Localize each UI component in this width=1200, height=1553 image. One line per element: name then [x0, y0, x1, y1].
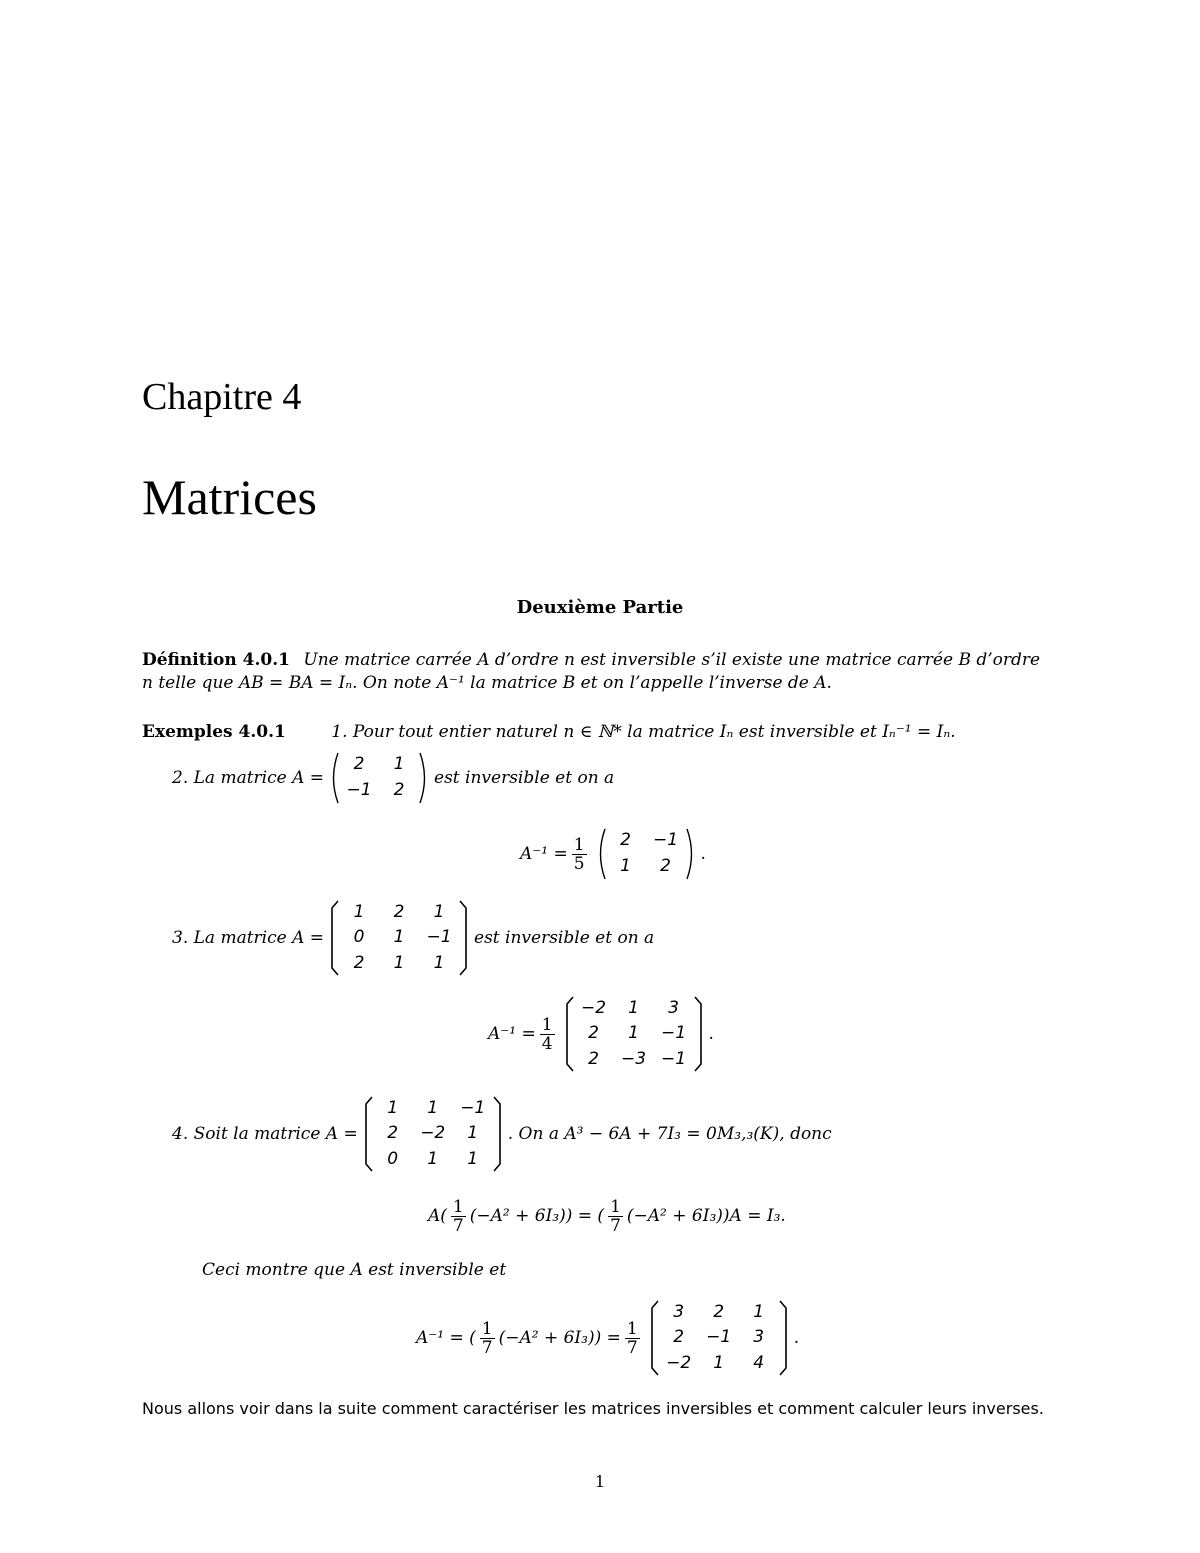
item2-suffix: est inversible et on a	[434, 768, 615, 788]
matrix-cell: −1	[653, 830, 679, 850]
item4-matrix	[362, 1096, 504, 1172]
examples-label: Exemples 4.0.1	[142, 722, 286, 742]
part-heading: Deuxième Partie	[516, 597, 684, 618]
matrix-cell: 2	[660, 856, 671, 876]
matrix-cell: 1	[393, 952, 405, 973]
item4-prefix: 4. Soit la matrice A =	[172, 1124, 358, 1144]
item3-suffix: est inversible et on a	[474, 928, 655, 948]
item3-inverse-matrix	[563, 996, 705, 1072]
fraction-numerator: 1	[541, 1014, 553, 1035]
item4-text: Ceci montre que A est inversible et	[202, 1260, 507, 1280]
item2-inverse: A⁻¹ = $\frac{1}{5}$ 2 −1 1 2 .	[520, 828, 706, 880]
item4-inverse-matrix	[648, 1300, 790, 1376]
item4-inv-b: (−A² + 6I₃)) =	[498, 1328, 621, 1348]
item2-fraction	[572, 836, 587, 873]
fraction-denominator: 7	[481, 1337, 493, 1358]
definition-label: Définition 4.0.1	[142, 650, 290, 670]
matrix-cell: −2	[581, 998, 607, 1018]
item4-suffix: . On a A³ − 6A + 7I₃ = 0M₃,₃(K), donc	[507, 1124, 832, 1144]
fraction-denominator: 5	[573, 853, 585, 874]
item2-matrix	[328, 752, 430, 804]
matrix-cell: 2	[353, 952, 365, 973]
item3-prefix: 3. La matrice A =	[172, 928, 325, 948]
definition-line-1	[142, 649, 1040, 671]
matrix-cell: −1	[426, 927, 452, 948]
example-item-3	[172, 900, 654, 976]
matrix-cell: 1	[467, 1148, 479, 1169]
item4-inverse: A⁻¹ = ( $\frac{1}{7}$ (−A² + 6I₃)) = $\frac{1}{7}$ 3 2 1 2 −1 3 −2 1 4 .	[416, 1300, 799, 1376]
fraction-numerator: 1	[481, 1318, 493, 1339]
item4-inv-a: A⁻¹ = (	[416, 1328, 476, 1348]
fraction-numerator: 1	[626, 1318, 638, 1339]
matrix-cell: 3	[753, 1327, 765, 1348]
item3-fraction	[540, 1016, 555, 1053]
item4-fraction-3	[480, 1320, 495, 1357]
chapter-heading: Chapitre 4	[142, 376, 302, 418]
matrix-cell: 4	[753, 1352, 765, 1373]
matrix-cell: −1	[661, 1023, 687, 1044]
matrix-cell: −1	[706, 1327, 732, 1348]
fraction-denominator: 4	[541, 1033, 553, 1054]
example-item-2	[172, 752, 614, 804]
definition-text-1: Une matrice carrée A d’ordre n est inversible s’il existe une matrice carrée B d’ordre	[303, 650, 1041, 670]
item4-eq-c: (−A² + 6I₃))A = I₃.	[626, 1206, 786, 1226]
fraction-numerator: 1	[610, 1196, 621, 1217]
matrix-cell: 3	[673, 1302, 685, 1322]
matrix-cell: 1	[753, 1302, 765, 1322]
chapter-title: Matrices	[142, 469, 317, 525]
closing-paragraph: Nous allons voir dans la suite comment caractériser les matrices inversibles et comment calculer leurs inverses.	[142, 1399, 1044, 1418]
matrix-cell: 0	[387, 1148, 399, 1169]
matrix-cell: 2	[393, 902, 405, 922]
matrix-cell: −3	[621, 1048, 647, 1069]
matrix-cell: 2	[393, 780, 405, 800]
matrix-cell: 1	[427, 1148, 439, 1169]
item3-matrix	[328, 900, 470, 976]
matrix-cell: −1	[460, 1098, 486, 1118]
matrix-cell: −2	[666, 1352, 692, 1373]
definition-line-2: n telle que AB = BA = Iₙ. On note A⁻¹ la matrice B et on l’appelle l’inverse de A.	[142, 673, 832, 693]
matrix-cell: −2	[420, 1123, 446, 1144]
matrix-cell: 2	[620, 830, 631, 850]
matrix-cell: 1	[433, 902, 445, 922]
item4-eq-b: (−A² + 6I₃)) = (	[469, 1206, 605, 1226]
matrix-cell: 1	[393, 927, 405, 948]
matrix-cell: 2	[387, 1123, 399, 1144]
matrix-cell: 1	[620, 856, 631, 876]
matrix-cell: 2	[713, 1302, 725, 1322]
matrix-cell: 1	[467, 1123, 479, 1144]
fraction-denominator: 7	[626, 1337, 638, 1358]
matrix-cell: 2	[588, 1048, 599, 1069]
item3-inverse: A⁻¹ = $\frac{1}{4}$ −2 1 3 2 1 −1 2 −3 −1 .	[488, 996, 714, 1072]
matrix-cell: 1	[628, 1023, 639, 1044]
item4-fraction-2	[608, 1198, 623, 1235]
matrix-cell: 1	[433, 952, 445, 973]
examples-line-1	[142, 721, 956, 743]
matrix-cell: 1	[628, 998, 639, 1018]
example-item-4	[172, 1096, 832, 1172]
item4-fraction-1	[451, 1198, 466, 1235]
matrix-cell: 1	[353, 902, 365, 922]
item2-inverse-lhs: A⁻¹ =	[520, 844, 568, 864]
example-item-1: 1. Pour tout entier naturel n ∈ ℕ* la matrice Iₙ est inversible et Iₙ⁻¹ = Iₙ.	[331, 722, 956, 742]
item2-inverse-matrix	[595, 828, 697, 880]
item4-eq-a: A(	[428, 1206, 447, 1226]
item4-fraction-4	[625, 1320, 640, 1357]
matrix-cell: 1	[387, 1098, 399, 1118]
item4-equation	[428, 1194, 786, 1238]
matrix-cell: 2	[673, 1327, 685, 1348]
fraction-denominator: 7	[452, 1215, 464, 1236]
matrix-cell: 2	[588, 1023, 599, 1044]
item2-prefix: 2. La matrice A =	[172, 768, 325, 788]
matrix-cell: 3	[668, 998, 679, 1018]
matrix-cell: −1	[661, 1048, 687, 1069]
fraction-denominator: 7	[610, 1215, 621, 1236]
fraction-numerator: 1	[573, 834, 585, 855]
item3-inverse-lhs: A⁻¹ =	[488, 1024, 536, 1044]
page-number: 1	[594, 1472, 606, 1491]
matrix-cell: 1	[427, 1098, 439, 1118]
matrix-cell: 1	[713, 1352, 725, 1373]
matrix-cell: 0	[353, 927, 365, 948]
matrix-cell: 2	[353, 754, 365, 774]
matrix-cell: −1	[346, 780, 372, 800]
matrix-cell: 1	[393, 754, 405, 774]
fraction-numerator: 1	[452, 1196, 464, 1217]
